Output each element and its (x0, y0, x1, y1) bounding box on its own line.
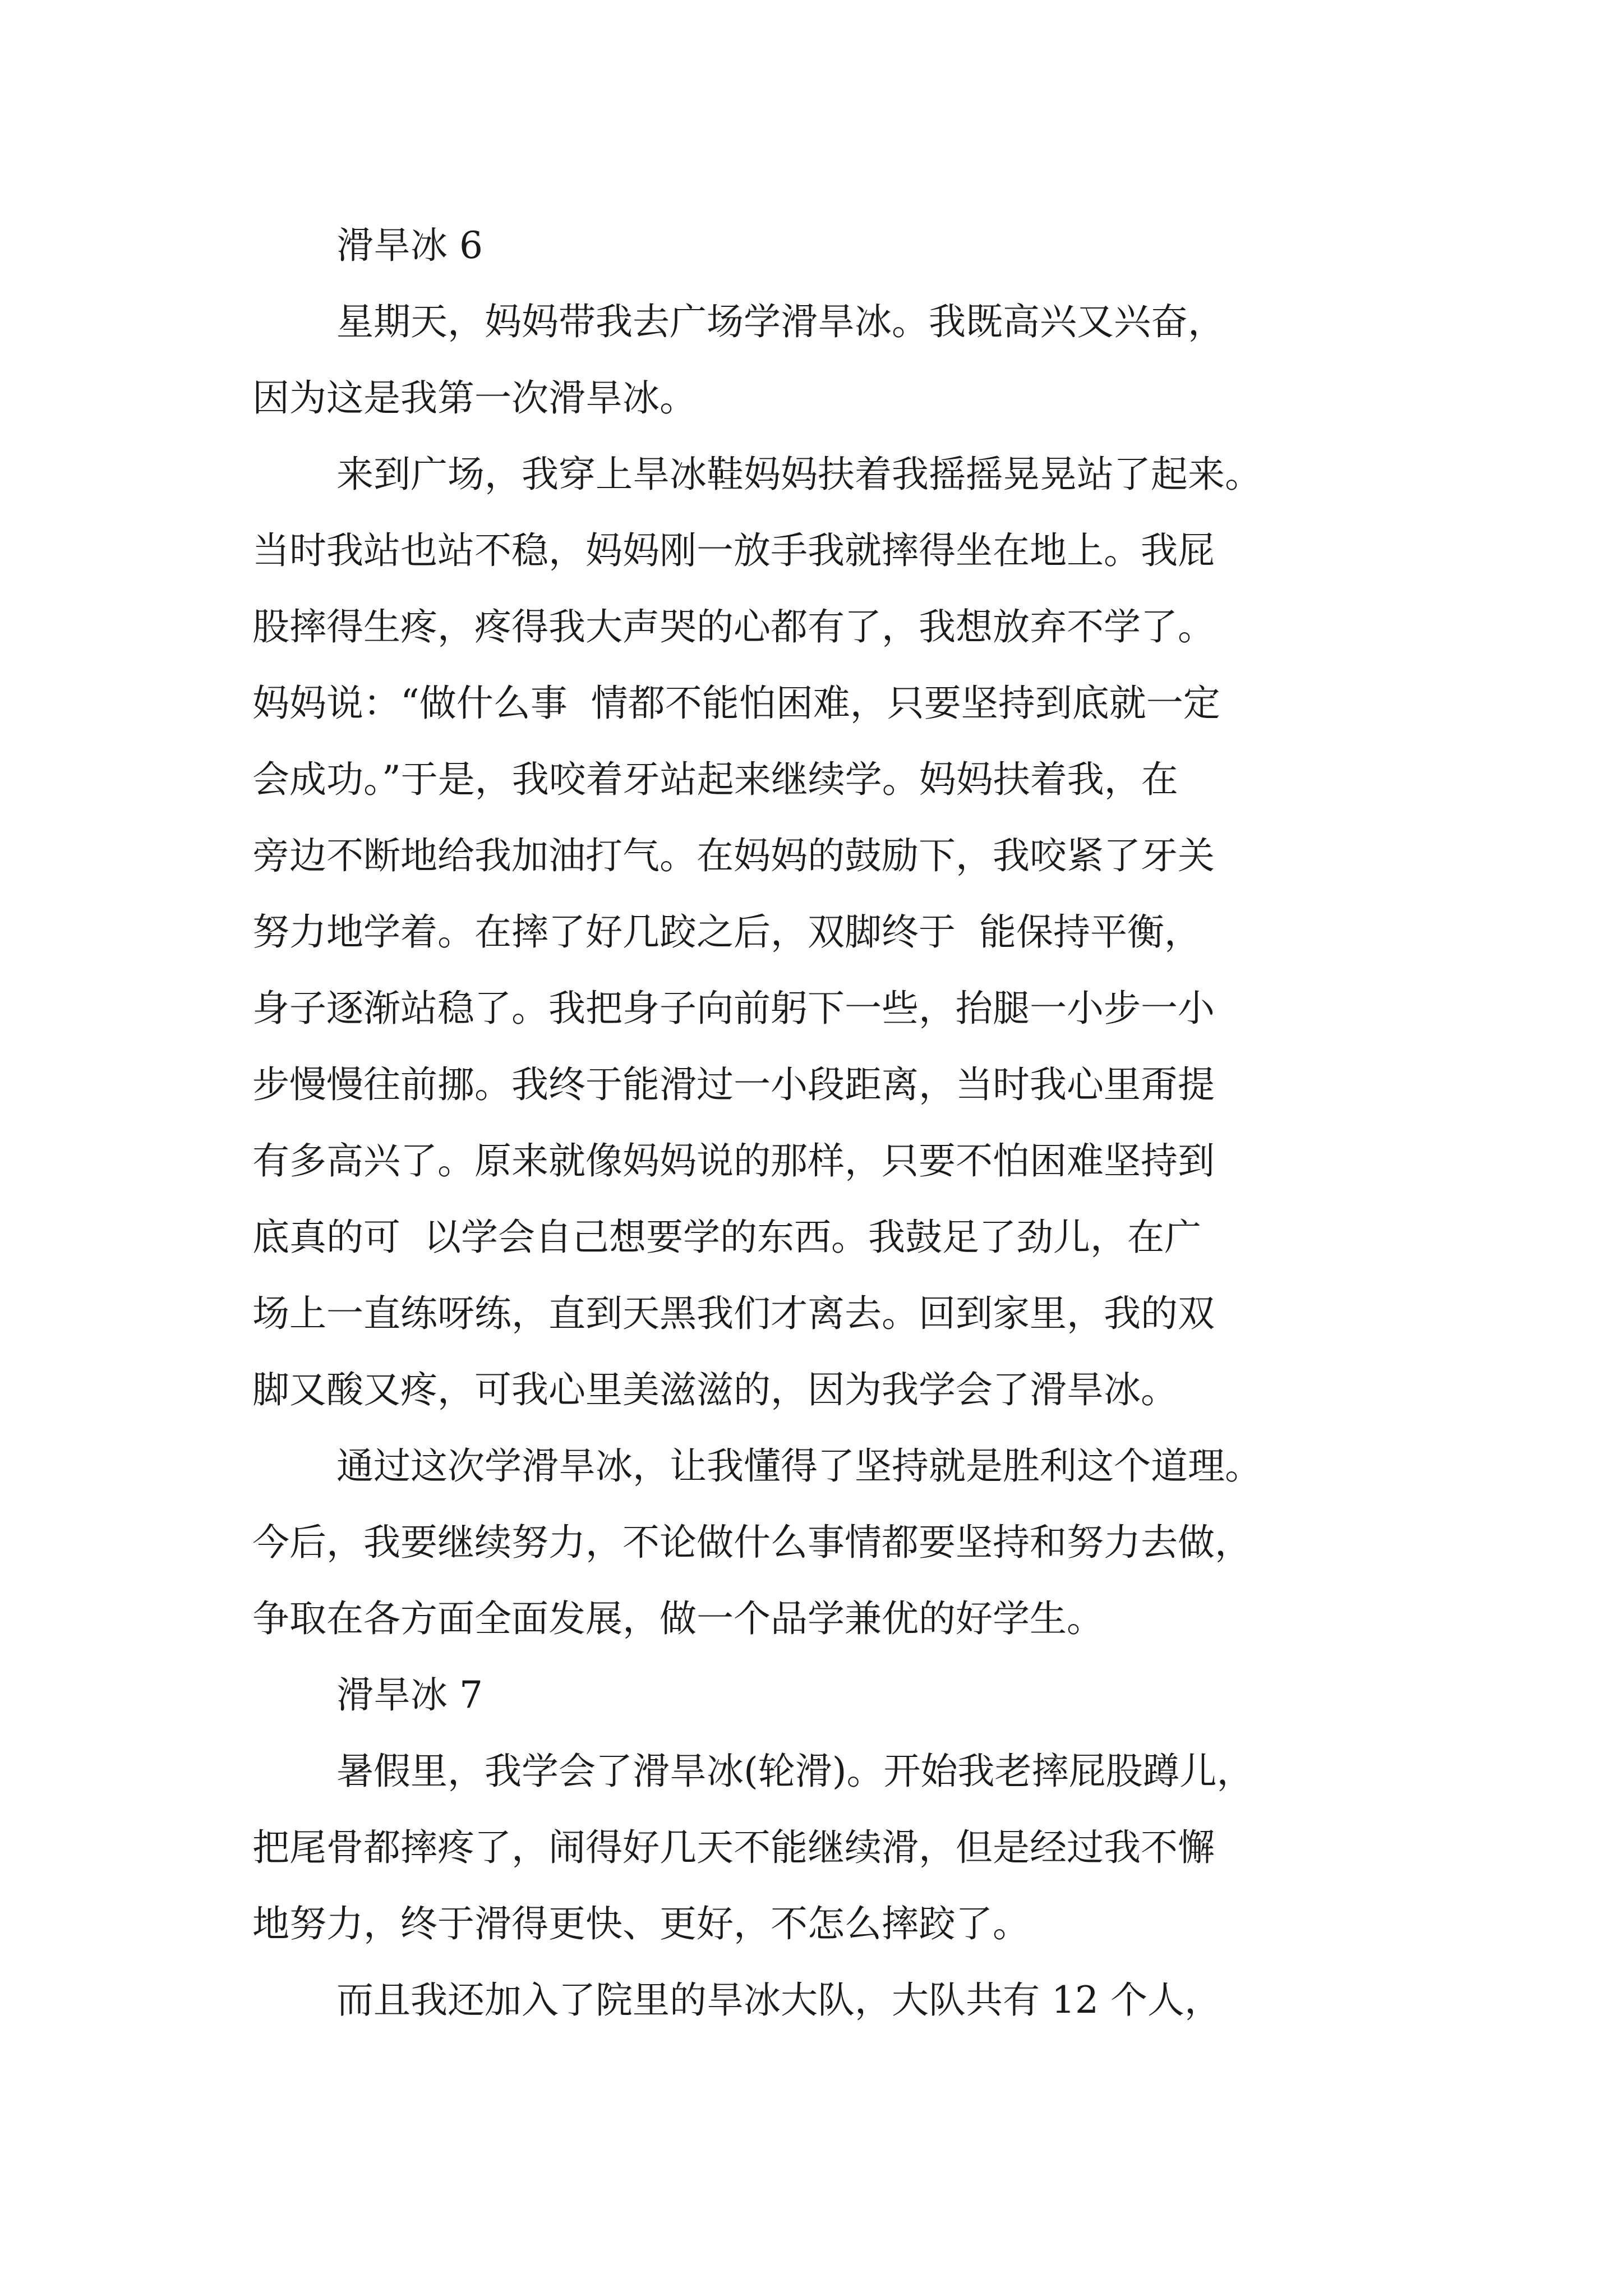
section-heading: 滑旱冰 6 (336, 224, 483, 267)
paragraph-line: 而且我还加入了院里的旱冰大队，大队共有 12 个人， (336, 1978, 1221, 2022)
document-body (252, 208, 1402, 2039)
paragraph-line: 通过这次学滑旱冰，让我懂得了坚持就是胜利这个道理。 (336, 1444, 1262, 1488)
paragraph-line: 争取在各方面全面发展，做一个品学兼优的好学生。 (252, 1597, 1104, 1640)
paragraph-line: 底真的可 以学会自己想要学的东西。我鼓足了劲儿，在广 (252, 1216, 1201, 1259)
paragraph-line: 暑假里，我学会了滑旱冰(轮滑)。开始我老摔屁股蹲儿， (336, 1750, 1254, 1793)
paragraph-line: 股摔得生疼，疼得我大声哭的心都有了，我想放弃不学了。 (252, 605, 1215, 648)
paragraph-line: 当时我站也站不稳，妈妈刚一放手我就摔得坐在地上。我屁 (252, 529, 1215, 572)
paragraph-line: 地努力，终于滑得更快、更好，不怎么摔跤了。 (252, 1902, 1030, 1945)
paragraph-line: 步慢慢往前挪。我终于能滑过一小段距离，当时我心里甭提 (252, 1063, 1215, 1106)
paragraph-line: 因为这是我第一次滑旱冰。 (252, 376, 697, 420)
paragraph-line: 有多高兴了。原来就像妈妈说的那样，只要不怕困难坚持到 (252, 1139, 1215, 1182)
paragraph-line: 把尾骨都摔疼了，闹得好几天不能继续滑，但是经过我不懈 (252, 1826, 1215, 1869)
paragraph-line: 妈妈说：“做什么事 情都不能怕困难，只要坚持到底就一定 (252, 682, 1220, 725)
paragraph-line: 今后，我要继续努力，不论做什么事情都要坚持和努力去做， (252, 1521, 1252, 1564)
paragraph-line: 来到广场，我穿上旱冰鞋妈妈扶着我摇摇晃晃站了起来。 (336, 453, 1262, 496)
paragraph-line: 场上一直练呀练，直到天黑我们才离去。回到家里，我的双 (252, 1292, 1215, 1335)
paragraph-line: 努力地学着。在摔了好几跤之后，双脚终于 能保持平衡， (252, 910, 1201, 954)
paragraph-line: 身子逐渐站稳了。我把身子向前躬下一些，抬腿一小步一小 (252, 987, 1215, 1030)
section-heading: 滑旱冰 7 (336, 1673, 483, 1717)
paragraph-line: 会成功。”于是，我咬着牙站起来继续学。妈妈扶着我，在 (252, 758, 1178, 801)
paragraph-line: 脚又酸又疼，可我心里美滋滋的，因为我学会了滑旱冰。 (252, 1368, 1178, 1411)
paragraph-line: 旁边不断地给我加油打气。在妈妈的鼓励下，我咬紧了牙关 (252, 834, 1215, 877)
paragraph-line: 星期天，妈妈带我去广场学滑旱冰。我既高兴又兴奋， (336, 300, 1225, 343)
